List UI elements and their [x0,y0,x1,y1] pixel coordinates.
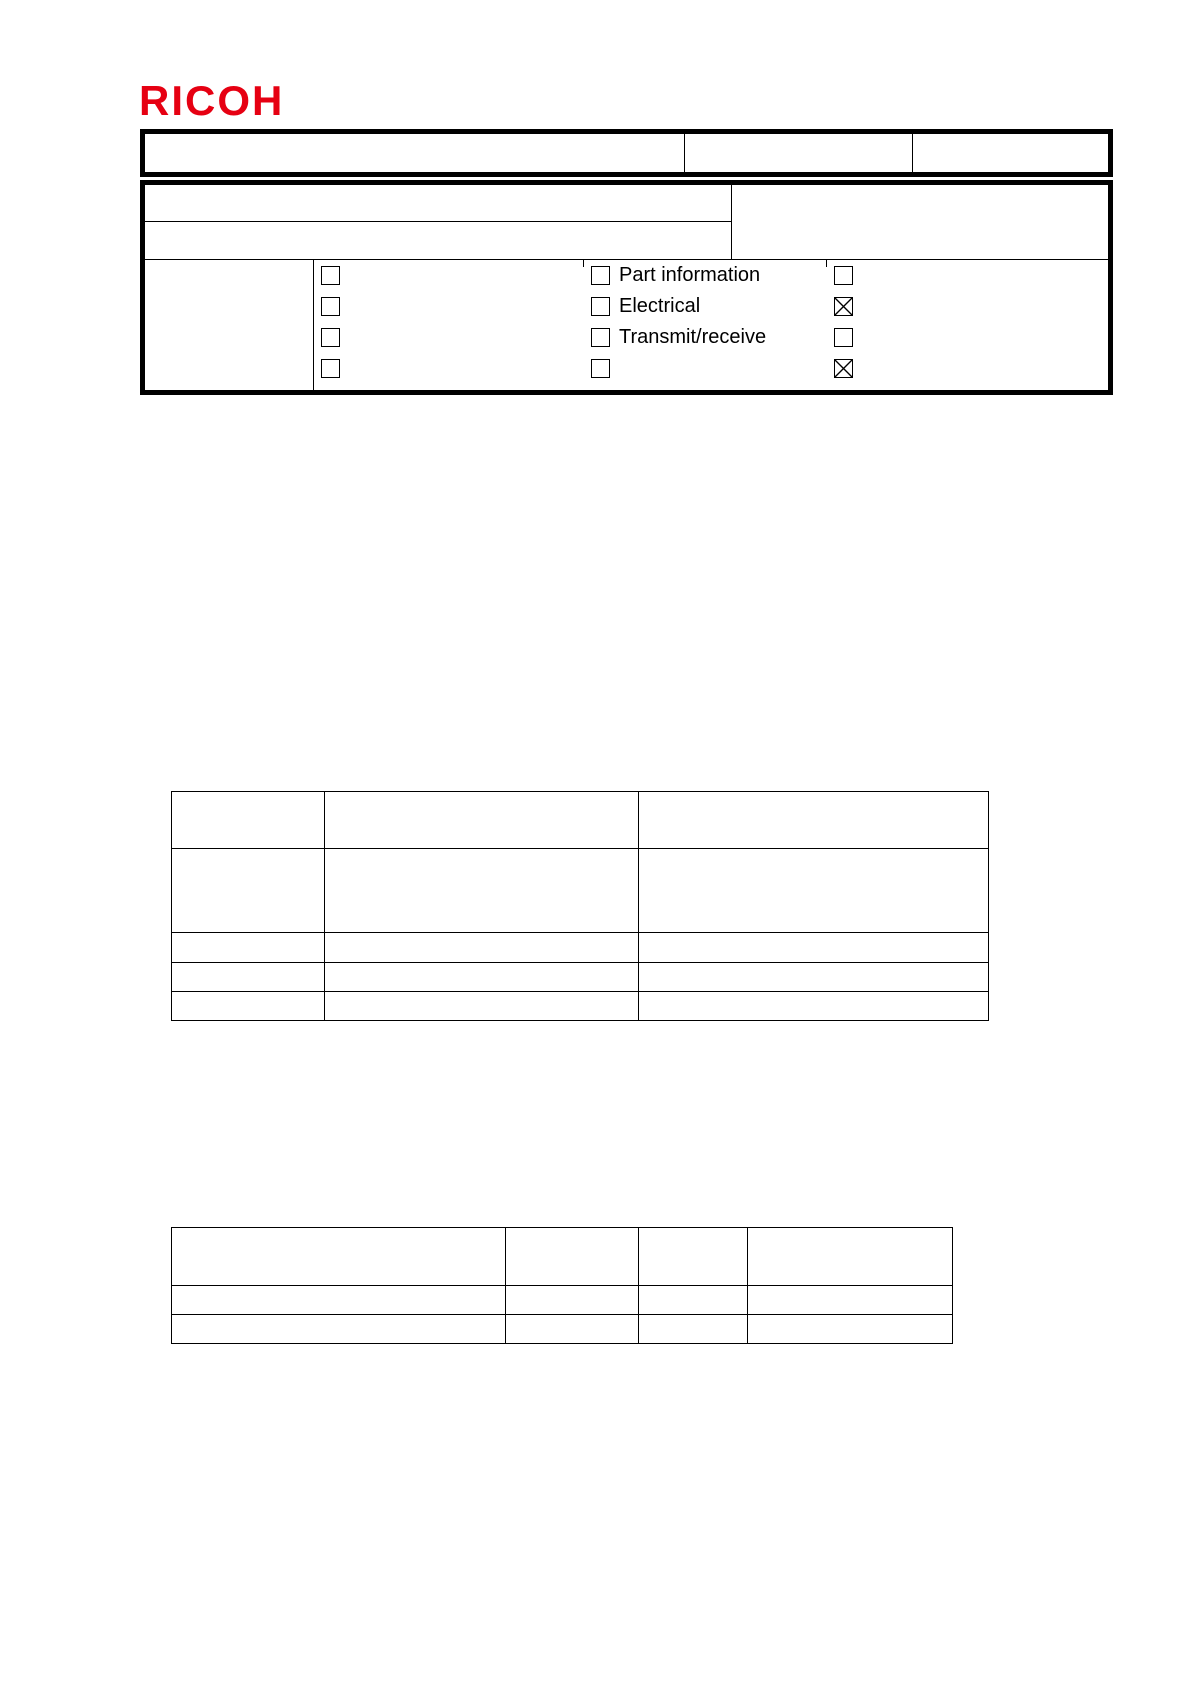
checkbox-c1-r2[interactable] [321,297,340,316]
classification-divider [826,259,827,267]
table-col-divider [638,791,639,1021]
checkbox-transmit-receive[interactable] [591,328,610,347]
checkbox-c2-r4[interactable] [591,359,610,378]
checkmark-x-icon [835,360,852,377]
checkmark-x-icon [835,298,852,315]
checkbox-part-information[interactable] [591,266,610,285]
header-divider [912,134,913,172]
checkbox-electrical[interactable] [591,297,610,316]
ricoh-logo: RICOH [139,77,285,124]
table-row-divider [171,1285,953,1286]
form-row-divider [145,221,731,222]
table-col-divider [747,1227,748,1344]
checkbox-c1-r1[interactable] [321,266,340,285]
checkbox-label: Transmit/receive [619,326,767,348]
table-row-divider [171,991,989,992]
checkbox-c3-r3[interactable] [834,328,853,347]
checkbox-label: Electrical [619,295,701,317]
table-row-divider [171,962,989,963]
classification-divider [583,259,584,267]
classification-divider [313,259,314,390]
table-col-divider [638,1227,639,1344]
checkbox-c1-r3[interactable] [321,328,340,347]
checkbox-label: Part information [619,264,761,286]
form-row-divider [145,259,1108,260]
table-row-divider [171,848,989,849]
table-1 [171,791,989,1021]
checkbox-c3-r2-checked[interactable] [834,297,853,316]
header-title-bar [140,129,1113,177]
table-row-divider [171,1314,953,1315]
checkbox-c3-r4-checked[interactable] [834,359,853,378]
form-col-divider [731,185,732,259]
checkbox-c3-r1[interactable] [834,266,853,285]
table-row-divider [171,932,989,933]
table-col-divider [324,791,325,1021]
header-form [140,180,1113,395]
table-col-divider [505,1227,506,1344]
header-divider [684,134,685,172]
checkbox-c1-r4[interactable] [321,359,340,378]
